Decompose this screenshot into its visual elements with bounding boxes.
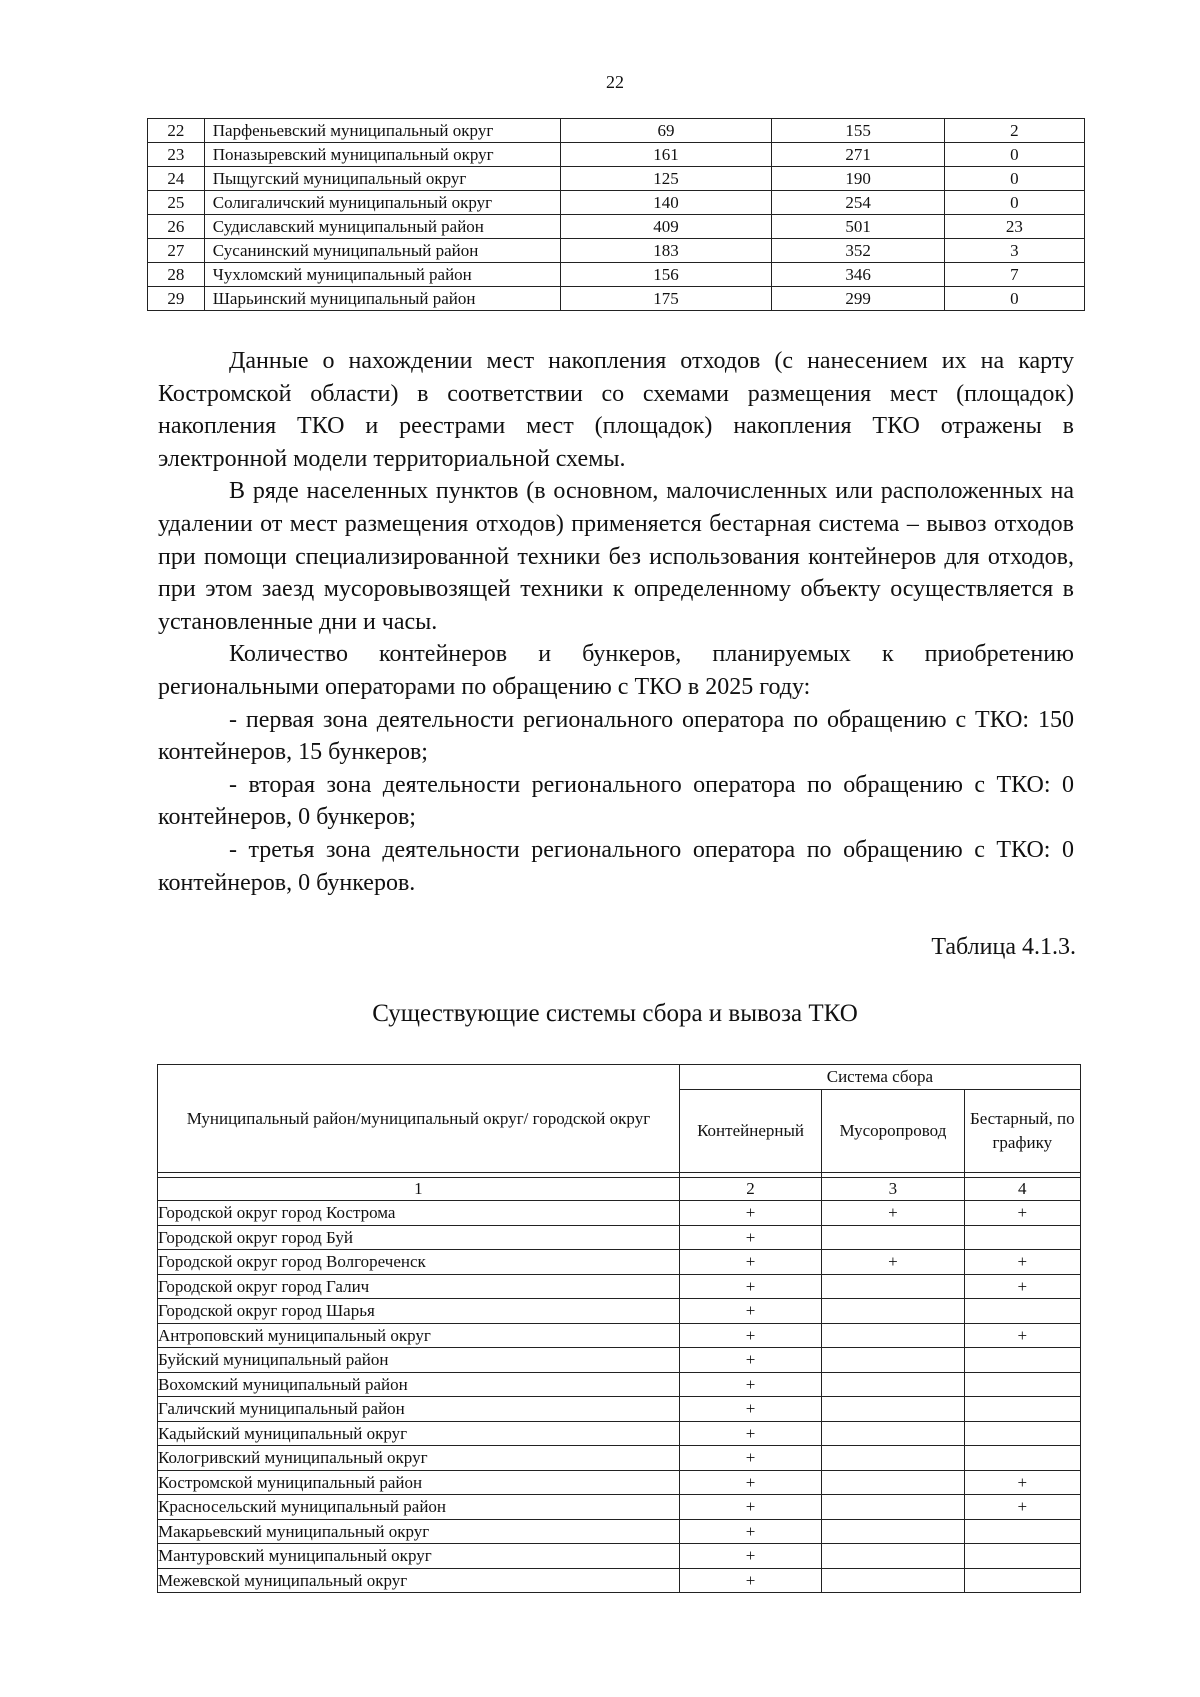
table-row: [158, 1225, 1081, 1250]
column-number: 3: [822, 1178, 964, 1201]
header-municipality: Муниципальный район/муниципальный округ/ городской округ: [158, 1065, 680, 1173]
table-row: [158, 1495, 1081, 1520]
table-caption: Таблица 4.1.3.: [931, 934, 1076, 960]
value-cell: 271: [772, 143, 944, 167]
value-cell: 0: [944, 167, 1084, 191]
container-mark: +: [679, 1299, 821, 1324]
table-row: [158, 1250, 1081, 1275]
table-row: [158, 1397, 1081, 1422]
container-mark: +: [679, 1446, 821, 1471]
container-mark: +: [679, 1470, 821, 1495]
chute-mark: +: [822, 1201, 964, 1226]
table-row: [148, 287, 1085, 311]
container-mark: +: [679, 1348, 821, 1373]
municipality-name: Городской округ город Шарья: [158, 1299, 680, 1324]
table-row: [158, 1348, 1081, 1373]
value-cell: 140: [560, 191, 772, 215]
column-number: 2: [679, 1178, 821, 1201]
table2-header: [158, 1065, 1081, 1173]
table-row: [158, 1544, 1081, 1569]
collection-systems-table: [157, 1064, 1081, 1593]
value-cell: 23: [944, 215, 1084, 239]
value-cell: 156: [560, 263, 772, 287]
municipality-name: Мантуровский муниципальный округ: [158, 1544, 680, 1569]
container-mark: +: [679, 1274, 821, 1299]
row-number: 28: [148, 263, 205, 287]
table-row: [158, 1201, 1081, 1226]
bagless-mark: [964, 1568, 1080, 1593]
municipality-name: Кадыйский муниципальный округ: [158, 1421, 680, 1446]
chute-mark: [822, 1421, 964, 1446]
column-number: 4: [964, 1178, 1080, 1201]
chute-mark: [822, 1372, 964, 1397]
value-cell: 3: [944, 239, 1084, 263]
chute-mark: [822, 1544, 964, 1569]
table-row: [158, 1421, 1081, 1446]
bagless-mark: +: [964, 1470, 1080, 1495]
bagless-mark: +: [964, 1495, 1080, 1520]
value-cell: 125: [560, 167, 772, 191]
value-cell: 409: [560, 215, 772, 239]
bagless-mark: [964, 1397, 1080, 1422]
paragraph-containers-planned: Количество контейнеров и бункеров, планируемых к приобретению региональными операторами по обращению с ТКО в 2025 году:: [158, 641, 1074, 700]
municipality-name: Макарьевский муниципальный округ: [158, 1519, 680, 1544]
municipality-name: Парфеньевский муниципальный округ: [204, 119, 560, 143]
chute-mark: [822, 1495, 964, 1520]
municipality-name: Антроповский муниципальный округ: [158, 1323, 680, 1348]
bagless-mark: [964, 1421, 1080, 1446]
municipality-name: Красносельский муниципальный район: [158, 1495, 680, 1520]
container-mark: +: [679, 1397, 821, 1422]
table-row: [148, 191, 1085, 215]
value-cell: 0: [944, 191, 1084, 215]
municipality-name: Буйский муниципальный район: [158, 1348, 680, 1373]
value-cell: 254: [772, 191, 944, 215]
value-cell: 0: [944, 287, 1084, 311]
chute-mark: +: [822, 1250, 964, 1275]
header-bagless-scheduled: Бестарный, по графику: [964, 1090, 1080, 1173]
municipality-name: Городской округ город Кострома: [158, 1201, 680, 1226]
municipality-name: Городской округ город Галич: [158, 1274, 680, 1299]
municipality-name: Поназыревский муниципальный округ: [204, 143, 560, 167]
value-cell: 190: [772, 167, 944, 191]
table-row: [148, 167, 1085, 191]
bagless-mark: [964, 1299, 1080, 1324]
value-cell: 175: [560, 287, 772, 311]
bagless-mark: [964, 1372, 1080, 1397]
table-row: [148, 263, 1085, 287]
row-number: 23: [148, 143, 205, 167]
bagless-mark: +: [964, 1274, 1080, 1299]
chute-mark: [822, 1519, 964, 1544]
chute-mark: [822, 1348, 964, 1373]
bagless-mark: [964, 1225, 1080, 1250]
list-item-zone-3: - третья зона деятельности регионального оператора по обращению с ТКО: 0 контейнеров, 0 бункеров.: [158, 836, 1074, 896]
column-number: 1: [158, 1178, 680, 1201]
container-mark: +: [679, 1250, 821, 1275]
container-mark: +: [679, 1201, 821, 1226]
table-row: [158, 1372, 1081, 1397]
value-cell: 501: [772, 215, 944, 239]
bagless-mark: +: [964, 1201, 1080, 1226]
municipality-name: Галичский муниципальный район: [158, 1397, 680, 1422]
table-row: [158, 1519, 1081, 1544]
value-cell: 183: [560, 239, 772, 263]
row-number: 25: [148, 191, 205, 215]
table-row: [158, 1274, 1081, 1299]
table-row: [158, 1323, 1081, 1348]
list-item-zone-1: - первая зона деятельности регионального оператора по обращению с ТКО: 150 контейнеров, 15 бункеров;: [158, 706, 1074, 766]
chute-mark: [822, 1274, 964, 1299]
chute-mark: [822, 1397, 964, 1422]
municipality-name: Межевской муниципальный округ: [158, 1568, 680, 1593]
chute-mark: [822, 1299, 964, 1324]
value-cell: 155: [772, 119, 944, 143]
page-number: 22: [606, 72, 624, 92]
chute-mark: [822, 1225, 964, 1250]
municipality-name: Пыщугский муниципальный округ: [204, 167, 560, 191]
row-number: 27: [148, 239, 205, 263]
table-row: [158, 1299, 1081, 1324]
table-row: [148, 239, 1085, 263]
header-collection-system: Система сбора: [679, 1065, 1080, 1090]
container-mark: +: [679, 1421, 821, 1446]
value-cell: 0: [944, 143, 1084, 167]
row-number: 22: [148, 119, 205, 143]
container-mark: +: [679, 1225, 821, 1250]
value-cell: 161: [560, 143, 772, 167]
paragraph-bulk-system: В ряде населенных пунктов (в основном, малочисленных или расположенных на удалении от мест размещения отходов) применяется бестарная система – вывоз отходов при помощи специализированной техники без использования контейнеров для отходов, при этом заезд мусоровывозящей техники к определенному объекту осуществляется в установленные дни и часы.: [158, 478, 1074, 635]
bagless-mark: +: [964, 1250, 1080, 1275]
municipality-name: Солигаличский муниципальный округ: [204, 191, 560, 215]
container-mark: +: [679, 1372, 821, 1397]
municipality-name: Кологривский муниципальный округ: [158, 1446, 680, 1471]
row-number: 26: [148, 215, 205, 239]
municipality-name: Вохомский муниципальный район: [158, 1372, 680, 1397]
municipality-name: Чухломский муниципальный район: [204, 263, 560, 287]
container-mark: +: [679, 1568, 821, 1593]
row-number: 24: [148, 167, 205, 191]
container-mark: +: [679, 1544, 821, 1569]
value-cell: 2: [944, 119, 1084, 143]
bagless-mark: [964, 1544, 1080, 1569]
table-row: [148, 119, 1085, 143]
chute-mark: [822, 1568, 964, 1593]
municipality-name: Шарьинский муниципальный район: [204, 287, 560, 311]
value-cell: 69: [560, 119, 772, 143]
bagless-mark: [964, 1348, 1080, 1373]
value-cell: 352: [772, 239, 944, 263]
chute-mark: [822, 1470, 964, 1495]
list-item-zone-2: - вторая зона деятельности регионального оператора по обращению с ТКО: 0 контейнеров, 0 бункеров;: [158, 771, 1074, 831]
container-mark: +: [679, 1323, 821, 1348]
municipality-name: Сусанинский муниципальный район: [204, 239, 560, 263]
municipality-name: Городской округ город Буй: [158, 1225, 680, 1250]
table-row: [148, 143, 1085, 167]
table-title: Существующие системы сбора и вывоза ТКО: [372, 1000, 858, 1027]
table-row: [158, 1470, 1081, 1495]
table2-body: [158, 1173, 1081, 1593]
table1-body: [148, 119, 1085, 311]
table-row: [158, 1568, 1081, 1593]
bagless-mark: [964, 1446, 1080, 1471]
municipality-name: Судиславский муниципальный район: [204, 215, 560, 239]
body-text: [158, 345, 1074, 899]
container-mark: +: [679, 1519, 821, 1544]
header-container: Контейнерный: [679, 1090, 821, 1173]
bagless-mark: [964, 1519, 1080, 1544]
municipality-name: Костромской муниципальный район: [158, 1470, 680, 1495]
value-cell: 299: [772, 287, 944, 311]
chute-mark: [822, 1446, 964, 1471]
header-garbage-chute: Мусоропровод: [822, 1090, 964, 1173]
row-number: 29: [148, 287, 205, 311]
chute-mark: [822, 1323, 964, 1348]
container-mark: +: [679, 1495, 821, 1520]
value-cell: 7: [944, 263, 1084, 287]
bagless-mark: +: [964, 1323, 1080, 1348]
paragraph-site-data: Данные о нахождении мест накопления отходов (с нанесением их на карту Костромской области) в соответствии со схемами размещения мест (площадок) накопления ТКО и реестрами мест (площадок) накопления ТКО отражены в электронной модели территориальной схемы.: [158, 348, 1074, 472]
table-row: [158, 1446, 1081, 1471]
municipality-name: Городской округ город Волгореченск: [158, 1250, 680, 1275]
waste-sites-table-continuation: [147, 118, 1085, 311]
value-cell: 346: [772, 263, 944, 287]
table-row: [148, 215, 1085, 239]
